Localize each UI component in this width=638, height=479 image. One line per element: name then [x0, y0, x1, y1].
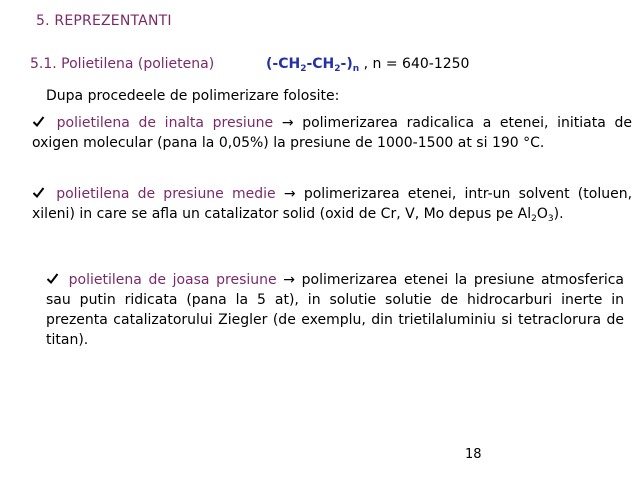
term-low-pressure: polietilena de joasa presiune	[68, 272, 277, 288]
formula-unit: $(-CH_2-CH_2-)_n$	[266, 56, 360, 74]
arrow: →	[283, 186, 296, 202]
formula-range: , n = 640-1250	[359, 56, 470, 72]
check-mark-icon	[32, 186, 45, 199]
description: polimerizarea etenei la presiune atmosferica sau putin ridicata (pana la 5 at), in solutie solutie de hidrocarburi inerte in prezenta catalizatorului Ziegler (de exemplu, din trietilaluminiu si tetraclorura de titan).	[46, 272, 624, 348]
list-item-high-pressure	[32, 113, 632, 153]
section-heading: 5. REPREZENTANTI	[36, 13, 172, 29]
check-mark-icon	[46, 272, 59, 285]
intro-text: Dupa procedeele de polimerizare folosite:	[46, 88, 340, 104]
description: polimerizarea radicalica a etenei, initiata de oxigen molecular (pana la 0,05%) la presiune de 1000-1500 at si 190 °C.	[32, 115, 632, 151]
subsection-title: 5.1. Polietilena (polietena)	[30, 56, 215, 72]
description: polimerizarea etenei, intr-un solvent (toluen, xileni) in care se afla un catalizator solid (oxid de Cr, V, Mo depus pe $Al_2O_3$).	[32, 186, 633, 224]
page-number: 18	[465, 447, 482, 462]
list-item-medium-pressure	[32, 184, 632, 224]
arrow: →	[281, 115, 294, 131]
term-medium-pressure: polietilena de presiune medie	[56, 186, 276, 202]
check-mark-icon	[32, 115, 45, 128]
list-item-low-pressure	[46, 270, 624, 350]
polymer-formula	[266, 56, 469, 72]
arrow: →	[283, 272, 296, 288]
term-high-pressure: polietilena de inalta presiune	[56, 115, 274, 131]
